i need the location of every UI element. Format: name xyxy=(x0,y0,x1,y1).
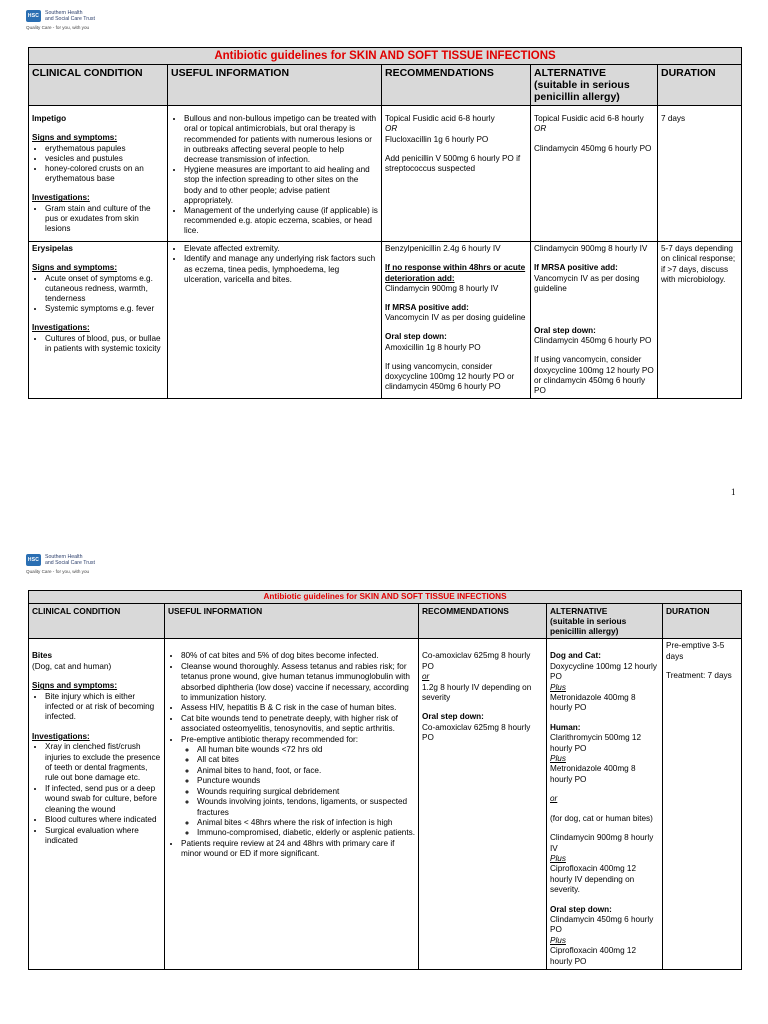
condition-cell xyxy=(29,106,168,242)
signs-list: • Acute onset of symptoms e.g. cutaneous redness, warmth, tenderness • Systemic symptoms e.g. fever xyxy=(32,274,164,315)
header-recommendations: RECOMMENDATIONS xyxy=(419,604,547,639)
trust-logo xyxy=(26,10,95,30)
table-row-bites xyxy=(29,639,742,970)
recommendations-cell: Topical Fusidic acid 6-8 hourly OR Flucloxacillin 1g 6 hourly PO Add penicillin V 500mg 6 hourly PO if streptococcus suspected xyxy=(382,106,531,242)
alternative-cell: Clindamycin 900mg 8 hourly IV If MRSA positive add: Vancomycin IV as per dosing guideline Oral step down: Clindamycin 450mg 6 hourly PO If using vancomycin, consider doxycycline 100mg 12 hourly PO or clindamycin 450mg 6 hourly PO xyxy=(531,242,658,399)
header-alternative: ALTERNATIVE (suitable in serious penicillin allergy) xyxy=(547,604,663,639)
page-title: Antibiotic guidelines for SKIN AND SOFT TISSUE INFECTIONS xyxy=(29,591,742,604)
hsc-logo-icon: HSC xyxy=(26,554,41,566)
logo-line-2: and Social Care Trust xyxy=(45,560,95,566)
duration-cell: Pre-emptive 3-5 days Treatment: 7 days xyxy=(663,639,742,970)
header-useful-information: USEFUL INFORMATION xyxy=(165,604,419,639)
signs-label: Signs and symptoms: xyxy=(32,681,118,691)
condition-name: Impetigo xyxy=(32,114,67,124)
table-row-impetigo xyxy=(29,106,742,242)
logo-line-1: Southern Health xyxy=(45,554,83,560)
hsc-logo-icon: HSC xyxy=(26,10,41,22)
page-2 xyxy=(0,540,768,1024)
investigations-list: • Gram stain and culture of the pus or exudates from skin lesions xyxy=(32,204,164,235)
info-list: • Elevate affected extremity. • Identify and manage any underlying risk factors such as eczema, tinea pedis, lymphoedema, leg ulceration, varicella and bites. xyxy=(171,244,378,285)
header-clinical-condition: CLINICAL CONDITION xyxy=(29,604,165,639)
investigations-label: Investigations: xyxy=(32,323,90,333)
signs-list: • Bite injury which is either infected or at risk of becoming infected. xyxy=(32,692,161,723)
header-alternative: ALTERNATIVE (suitable in serious penicillin allergy) xyxy=(531,65,658,106)
signs-list: • erythematous papules • vesicles and pustules • honey-colored crusts on an erythematous base xyxy=(32,144,164,185)
condition-cell xyxy=(29,242,168,399)
alternative-cell: Dog and Cat: Doxycycline 100mg 12 hourly PO Plus Metronidazole 400mg 8 hourly PO Human: Clarithromycin 500mg 12 hourly PO Plus Metronidazole 400mg 8 hourly PO or (for dog, cat or human bites) Clindamycin 900mg 8 hourly IV Plus Ciprofloxacin 400mg 12 hourly IV depending on severity. Oral step down: Clindamycin 450mg 6 hourly PO Plus Ciprofloxacin 400mg 12 hourly PO xyxy=(547,639,663,970)
header-duration: DURATION xyxy=(658,65,742,106)
logo-line-1: Southern Health xyxy=(45,10,83,16)
header-clinical-condition: CLINICAL CONDITION xyxy=(29,65,168,106)
info-cell xyxy=(168,106,382,242)
logo-line-2: and Social Care Trust xyxy=(45,16,95,22)
page-number: 1 xyxy=(731,487,736,497)
alternative-cell: Topical Fusidic acid 6-8 hourly OR Clindamycin 450mg 6 hourly PO xyxy=(531,106,658,242)
recommendations-cell: Benzylpenicillin 2.4g 6 hourly IV If no response within 48hrs or acute deterioration add: Clindamycin 900mg 8 hourly IV If MRSA positive add: Vancomycin IV as per dosing guideline Oral step down: Amoxicillin 1g 8 hourly PO If using vancomycin, consider doxycycline 100mg 12 hourly PO or clindamycin 450mg 6 hourly PO xyxy=(382,242,531,399)
condition-name: Bites xyxy=(32,651,53,661)
logo-tagline: Quality Care - for you, with you xyxy=(26,25,90,30)
investigations-label: Investigations: xyxy=(32,731,90,741)
table-row-erysipelas xyxy=(29,242,742,399)
header-useful-information: USEFUL INFORMATION xyxy=(168,65,382,106)
signs-label: Signs and symptoms: xyxy=(32,263,118,273)
duration-cell: 5-7 days depending on clinical response; if >7 days, discuss with microbiology. xyxy=(658,242,742,399)
info-sublist: ◦ All human bite wounds <72 hrs old ◦ All cat bites ◦ Animal bites to hand, foot, or face. ◦ Puncture wounds ◦ Wounds requiring surgical debridement ◦ Wounds involving joints, tendons, ligaments, or suspected fractures ◦ Animal bites < 48hrs where the risk of infection is high ◦ Immuno-compromised, diabetic, elderly or asplenic patients. xyxy=(181,745,415,839)
info-list: • Bullous and non-bullous impetigo can be treated with oral or topical antimicrobials, but oral therapy is recommended for patients with numerous lesions or in outbreaks affecting several people to help decrease transmission of infection. • Hygiene measures are important to aid healing and stop the infection spreading to other sites on the body and to other people; advise patient appropriately. • Management of the underlying cause (if applicable) is recommended e.g. atopic eczema, scabies, or head lice. xyxy=(171,114,378,236)
page-1 xyxy=(0,0,768,505)
trust-logo xyxy=(26,554,95,574)
investigations-list: • Xray in clenched fist/crush injuries to exclude the presence of teeth or dental fragments, rule out bone damage etc. • If infected, send pus or a deep wound swab for culture, before cleaning the wound • Blood cultures where indicated • Surgical evaluation where indicated xyxy=(32,742,161,846)
info-cell xyxy=(165,639,419,970)
recommendations-cell: Co-amoxiclav 625mg 8 hourly PO or 1.2g 8 hourly IV depending on severity Oral step down: Co-amoxiclav 625mg 8 hourly PO xyxy=(419,639,547,970)
condition-name: Erysipelas xyxy=(32,244,73,254)
page-title: Antibiotic guidelines for SKIN AND SOFT TISSUE INFECTIONS xyxy=(29,48,742,65)
info-list: • 80% of cat bites and 5% of dog bites become infected. • Cleanse wound thoroughly. Assess tetanus and rabies risk; for tetanus prone wound, give human tetanus immunoglobulin with absorbed diphtheria (low dose) vaccine if necessary, according to immunization history. • Assess HIV, hepatitis B & C risk in the case of human bites. • Cat bite wounds tend to penetrate deeply, with higher risk of associated osteomyelitis, tenosynovitis, and septic arthritis. • Pre-emptive antibiotic therapy recommended for: ◦ All human bite wounds <72 hrs old ◦ All cat bites ◦ Animal bites to hand, foot, or face. ◦ Puncture wounds ◦ Wounds requiring surgical debridement ◦ Wounds involving joints, tendons, ligaments, or suspected fractures ◦ Animal bites < 48hrs where the risk of infection is high ◦ Immuno-compromised, diabetic, elderly or asplenic patients. • Patients require review at 24 and 48hrs with primary care if minor wound or ED if more significant. xyxy=(168,651,415,859)
investigations-list: • Cultures of blood, pus, or bullae in patients with systemic toxicity xyxy=(32,334,164,354)
guideline-table-1 xyxy=(28,47,742,399)
logo-tagline: Quality Care - for you, with you xyxy=(26,569,90,574)
signs-label: Signs and symptoms: xyxy=(32,133,118,143)
header-duration: DURATION xyxy=(663,604,742,639)
duration-cell: 7 days xyxy=(658,106,742,242)
investigations-label: Investigations: xyxy=(32,193,90,203)
info-cell xyxy=(168,242,382,399)
header-recommendations: RECOMMENDATIONS xyxy=(382,65,531,106)
condition-cell: Bites (Dog, cat and human) Signs and symptoms: • Bite injury which is either infected or at risk of becoming infected. Investigations: • Xray in clenched fist/crush injuries to exclude the presence of teeth or dental fragments, rule out bone damage etc. • If infected, send pus or a deep wound swab for culture, before cleaning the wound • Blood cultures where indicated • Surgical evaluation where indicated xyxy=(29,639,165,970)
guideline-table-2 xyxy=(28,590,742,970)
